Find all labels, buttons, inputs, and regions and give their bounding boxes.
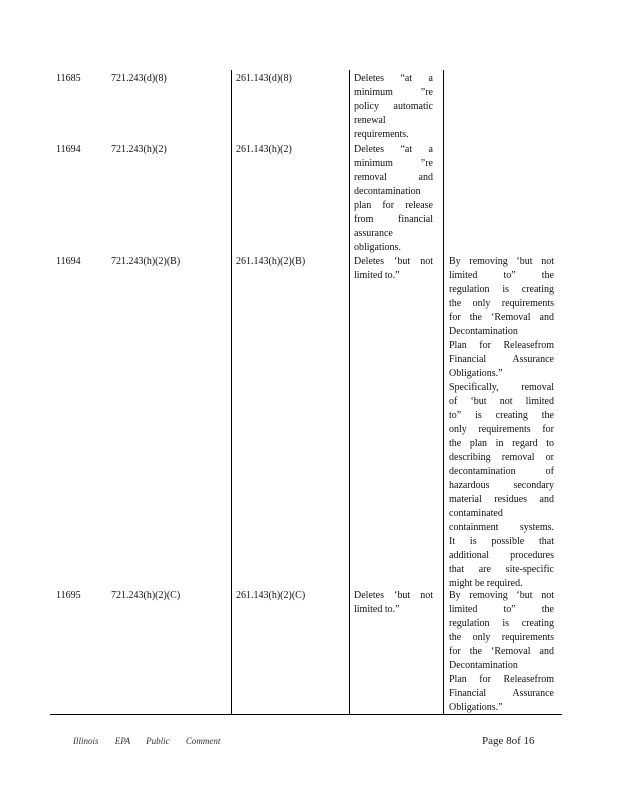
comment-cell-line: By removing ‘but not [449, 256, 554, 267]
section-cell: 721.243(h)(2) [111, 144, 167, 155]
change-description-cell-line: removal and [354, 172, 433, 183]
change-description-cell-line: minimum ”re [354, 87, 433, 98]
comment-cell-line: Financial Assurance [449, 688, 554, 699]
change-description-cell-line: Deletes ‘but not [354, 590, 433, 601]
change-description-cell-line: Deletes “at a [354, 73, 433, 84]
comment-cell-line: regulation is creating [449, 618, 554, 629]
comment-cell-line: Obligations.” [449, 702, 503, 713]
change-description-cell [354, 255, 433, 283]
page-number: Page 8of 16 [482, 735, 535, 747]
reference-cell: 261.143(d)(8) [236, 73, 292, 84]
comment-cell-line: for the ‘Removal and [449, 646, 554, 657]
comment-cell-line: limited to” the [449, 270, 554, 281]
comment-cell-line: that are site-specific [449, 564, 554, 575]
comment-cell-line: the plan in regard to [449, 438, 554, 449]
comment-cell-line: to” is creating the [449, 410, 554, 421]
comment-cell-line: hazardous secondary [449, 480, 554, 491]
change-description-cell-line: requirements. [354, 129, 409, 140]
comment-cell-line: only requirements for [449, 424, 554, 435]
change-description-cell-line: obligations. [354, 242, 401, 253]
change-description-cell [354, 589, 433, 617]
change-description-cell-line: minimum ”re [354, 158, 433, 169]
comment-cell-line: Plan for Releasefrom [449, 340, 554, 351]
section-cell: 721.243(d)(8) [111, 73, 167, 84]
document-id-cell: 11685 [56, 73, 81, 84]
comment-cell-line: decontamination of [449, 466, 554, 477]
comment-cell-line: contaminated [449, 508, 503, 519]
comment-cell-line: regulation is creating [449, 284, 554, 295]
comment-cell-line: for the ‘Removal and [449, 312, 554, 323]
change-description-cell-line: Deletes ‘but not [354, 256, 433, 267]
comment-cell-line: the only requirements [449, 632, 554, 643]
document-id-cell: 11694 [56, 144, 81, 155]
comment-cell-line: Financial Assurance [449, 354, 554, 365]
comment-cell-line: It is possible that [449, 536, 554, 547]
comment-cell-line: describing removal or [449, 452, 554, 463]
change-description-cell [354, 143, 433, 255]
change-description-cell-line: limited to.” [354, 604, 400, 615]
comment-cell-line: Plan for Releasefrom [449, 674, 554, 685]
change-description-cell-line: limited to.” [354, 270, 400, 281]
footer-source: Illinois EPA Public Comment [73, 736, 221, 746]
section-cell: 721.243(h)(2)(C) [111, 590, 181, 601]
comment-cell-line: Decontamination [449, 660, 518, 671]
comment-cell-line: might be required. [449, 578, 523, 589]
change-description-cell [354, 72, 433, 142]
comment-cell-line: limited to” the [449, 604, 554, 615]
comment-cell [449, 589, 554, 715]
comment-cell-line: of ‘but not limited [449, 396, 554, 407]
reference-cell: 261.143(h)(2) [236, 144, 292, 155]
change-description-cell-line: policy automatic [354, 101, 433, 112]
column-divider [443, 70, 444, 715]
reference-cell: 261.143(h)(2)(B) [236, 256, 306, 267]
comment-cell-line: Decontamination [449, 326, 518, 337]
column-divider [349, 70, 350, 715]
change-description-cell-line: renewal [354, 115, 386, 126]
section-cell: 721.243(h)(2)(B) [111, 256, 181, 267]
change-description-cell-line: plan for release [354, 200, 433, 211]
change-description-cell-line: decontamination [354, 186, 421, 197]
change-description-cell-line: Deletes “at a [354, 144, 433, 155]
comment-cell-line: the only requirements [449, 298, 554, 309]
document-id-cell: 11694 [56, 256, 81, 267]
document-id-cell: 11695 [56, 590, 81, 601]
change-description-cell-line: from financial [354, 214, 433, 225]
comment-cell-line: Specifically, removal [449, 382, 554, 393]
comment-cell-line: By removing ‘but not [449, 590, 554, 601]
comment-cell-line: containment systems. [449, 522, 554, 533]
column-divider [231, 70, 232, 715]
comment-cell-line: additional procedures [449, 550, 554, 561]
change-description-cell-line: assurance [354, 228, 393, 239]
comment-cell-line: Obligations.” [449, 368, 503, 379]
reference-cell: 261.143(h)(2)(C) [236, 590, 306, 601]
comment-cell [449, 255, 554, 591]
comment-cell-line: material residues and [449, 494, 554, 505]
